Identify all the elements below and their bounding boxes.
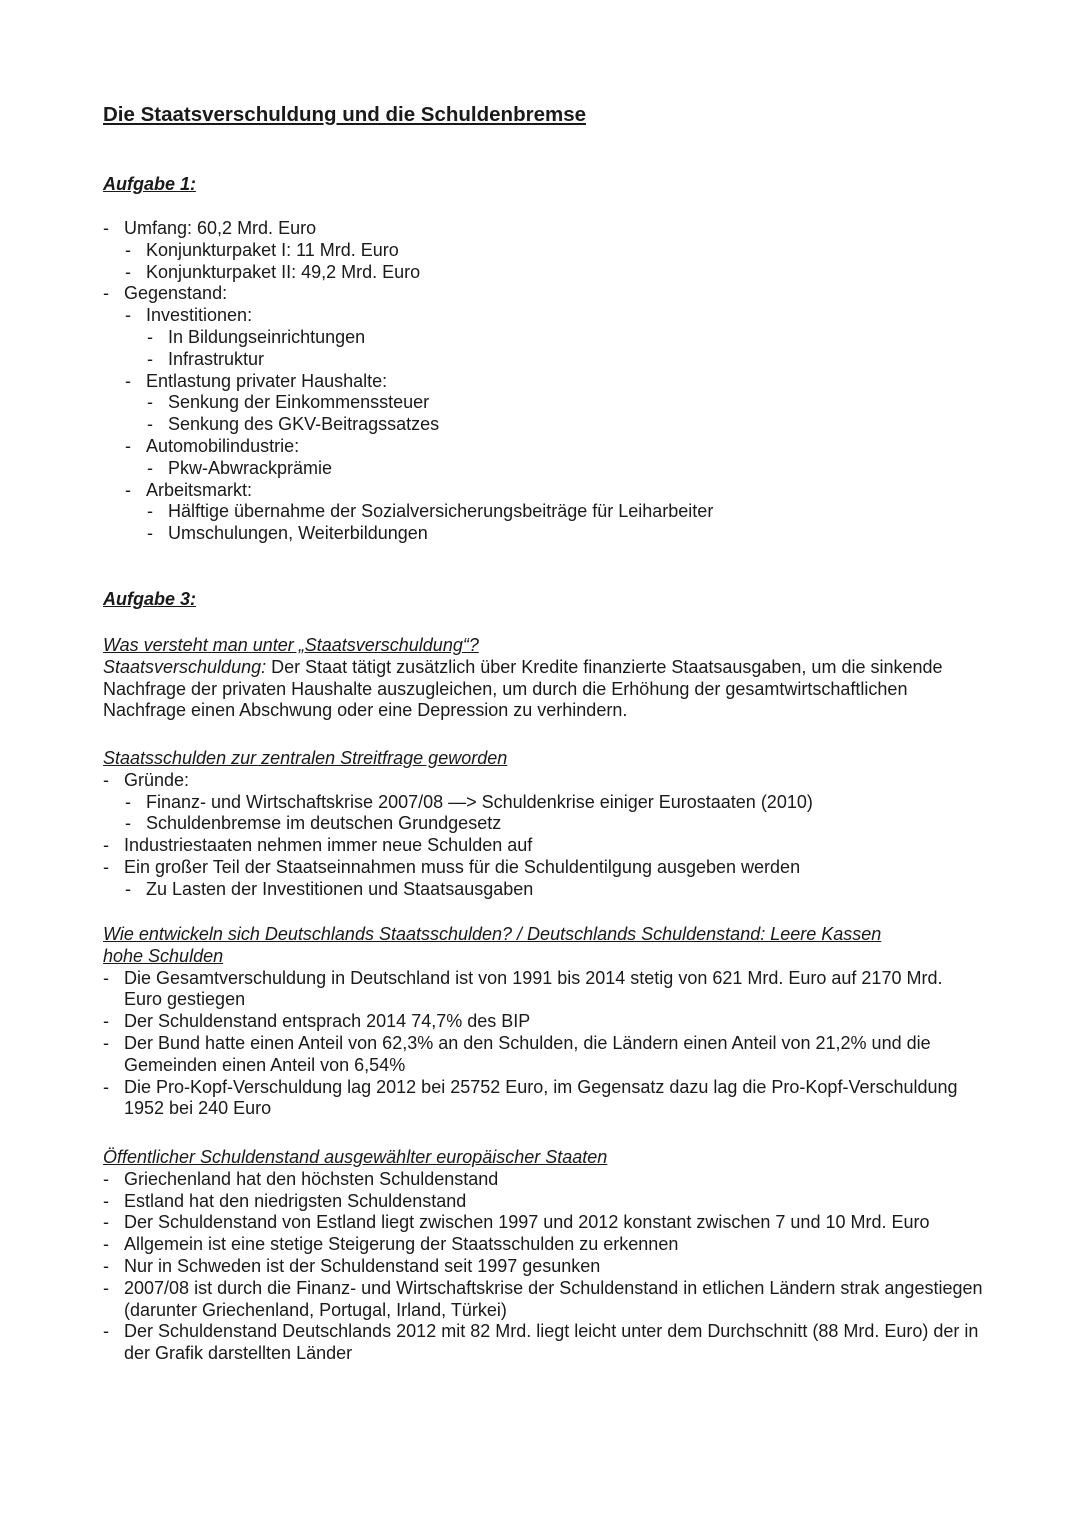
list-item-text: Senkung des GKV-Beitragssatzes	[168, 414, 440, 435]
bullet-dash: -	[103, 835, 109, 856]
bullet-dash: -	[147, 414, 153, 435]
list-item-text: In Bildungseinrichtungen	[168, 326, 366, 347]
bullet-dash: -	[125, 239, 131, 260]
subheading-deutschland-1: Wie entwickeln sich Deutschlands Staatsschulden? / Deutschlands Schuldenstand: Leere Kassen	[103, 924, 882, 944]
list-item	[103, 1234, 983, 1256]
bullet-dash: -	[125, 791, 131, 812]
list-item	[103, 835, 983, 857]
list-item-text: Pkw-Abwrackprämie	[168, 457, 333, 478]
list-item	[103, 501, 983, 523]
list-item-text: Konjunkturpaket II: 49,2 Mrd. Euro	[146, 261, 421, 282]
list-item-text: Griechenland hat den höchsten Schuldenstand	[124, 1168, 499, 1189]
aufgabe-1-heading: Aufgabe 1:	[103, 174, 197, 194]
subheading-europa: Öffentlicher Schuldenstand ausgewählter europäischer Staaten	[103, 1147, 608, 1167]
list-item-text: Umfang: 60,2 Mrd. Euro	[124, 218, 317, 238]
list-item	[103, 792, 983, 814]
list-item	[103, 1191, 983, 1213]
list-item-text: Der Schuldenstand entsprach 2014 74,7% des BIP	[124, 1011, 531, 1032]
bullet-dash: -	[103, 1277, 109, 1298]
bullet-dash: -	[103, 1255, 109, 1276]
list-item	[103, 1033, 983, 1077]
list-item-text: Schuldenbremse im deutschen Grundgesetz	[146, 813, 502, 834]
bullet-dash: -	[147, 326, 153, 347]
bullet-dash: -	[125, 305, 131, 326]
list-item-text: Hälftige übernahme der Sozialversicherungsbeiträge für Leiharbeiter	[168, 501, 714, 522]
list-item-text: Automobilindustrie:	[146, 435, 300, 456]
list-item-text: Der Schuldenstand von Estland liegt zwischen 1997 und 2012 konstant zwischen 7 und 10 Mrd. Euro	[124, 1212, 930, 1233]
list-item	[103, 283, 983, 305]
definition-text: Der Staat tätigt zusätzlich über Kredite finanzierte Staatsausgaben, um die sinkende Nachfrage der privaten Haushalte auszugleichen, um durch die Erhöhung der gesamtwirtschaftlichen Nachfrage einen Abschwung oder eine Depression zu verhindern.	[103, 656, 943, 721]
list-item-text: Senkung der Einkommenssteuer	[168, 392, 430, 413]
bullet-dash: -	[103, 1011, 109, 1032]
list-item-text: Umschulungen, Weiterbildungen	[168, 523, 428, 544]
list-item-text: Gründe:	[124, 769, 190, 790]
document-title: Die Staatsverschuldung und die Schuldenbremse	[103, 103, 587, 126]
list-item	[103, 327, 983, 349]
list-item	[103, 1278, 983, 1322]
list-item	[103, 480, 983, 502]
bullet-dash: -	[103, 856, 109, 877]
bullet-dash: -	[103, 1032, 109, 1053]
list-item-text: Der Schuldenstand Deutschlands 2012 mit 82 Mrd. liegt leicht unter dem Durchschnitt (88 Mrd. Euro) der in der Grafik darstellten Länder	[124, 1321, 979, 1364]
list-item-text: Die Pro-Kopf-Verschuldung lag 2012 bei 25752 Euro, im Gegensatz dazu lag die Pro-Kopf-Verschuldung 1952 bei 240 Euro	[124, 1076, 958, 1119]
list-item	[103, 458, 983, 480]
list-item-text: 2007/08 ist durch die Finanz- und Wirtschaftskrise der Schuldenstand in etlichen Ländern strak angestiegen (darunter Griechenland, Portugal, Irland, Türkei)	[124, 1277, 983, 1320]
bullet-dash: -	[125, 479, 131, 500]
bullet-dash: -	[147, 457, 153, 478]
subheading-streitfrage: Staatsschulden zur zentralen Streitfrage geworden	[103, 748, 508, 768]
bullet-dash: -	[147, 501, 153, 522]
list-item-text: Industriestaaten nehmen immer neue Schulden auf	[124, 835, 533, 856]
list-item-text: Zu Lasten der Investitionen und Staatsausgaben	[146, 878, 534, 899]
list-item	[103, 770, 983, 792]
list-item	[103, 879, 983, 901]
list-item-text: Gegenstand:	[124, 283, 228, 304]
section-streitfrage	[103, 748, 983, 901]
section-europa	[103, 1147, 983, 1365]
list-item-text: Investitionen:	[146, 305, 253, 326]
list-item	[103, 349, 983, 371]
list-item	[103, 813, 983, 835]
section-deutschland	[103, 924, 983, 1120]
list-item	[103, 392, 983, 414]
list-item	[103, 414, 983, 436]
bullet-dash: -	[125, 813, 131, 834]
list-item-text: Allgemein ist eine stetige Steigerung der Staatsschulden zu erkennen	[124, 1234, 679, 1255]
list-item	[103, 1321, 983, 1365]
list-item	[103, 857, 983, 879]
bullet-dash: -	[103, 283, 109, 304]
list-item-text: Die Gesamtverschuldung in Deutschland ist von 1991 bis 2014 stetig von 621 Mrd. Euro auf 2170 Mrd. Euro gestiegen	[124, 967, 943, 1010]
bullet-dash: -	[103, 1212, 109, 1233]
list-item	[103, 305, 983, 327]
bullet-dash: -	[103, 1321, 109, 1342]
bullet-dash: -	[103, 1168, 109, 1189]
list-item	[103, 968, 983, 1012]
list-item	[103, 1212, 983, 1234]
list-item-text: Entlastung privater Haushalte:	[146, 370, 388, 391]
list-item	[103, 1077, 983, 1121]
list-item-text: Finanz- und Wirtschaftskrise 2007/08 —> Schuldenkrise einiger Eurostaaten (2010)	[146, 791, 813, 812]
aufgabe-1-list	[103, 218, 983, 545]
list-item	[103, 240, 983, 262]
list-item-text: Arbeitsmarkt:	[146, 479, 253, 500]
list-item-text: Infrastruktur	[168, 348, 265, 369]
list-item	[103, 218, 983, 240]
bullet-dash: -	[147, 392, 153, 413]
bullet-dash: -	[147, 348, 153, 369]
list-item	[103, 1256, 983, 1278]
bullet-dash: -	[147, 523, 153, 544]
list-item-text: Konjunkturpaket I: 11 Mrd. Euro	[146, 239, 399, 260]
list-item	[103, 436, 983, 458]
list-item-text: Nur in Schweden ist der Schuldenstand seit 1997 gesunken	[124, 1255, 601, 1276]
bullet-dash: -	[103, 967, 109, 988]
bullet-dash: -	[103, 1190, 109, 1211]
bullet-dash: -	[103, 1234, 109, 1255]
bullet-dash: -	[125, 878, 131, 899]
section-staatsverschuldung	[103, 635, 983, 722]
list-item	[103, 1169, 983, 1191]
list-item	[103, 371, 983, 393]
subheading-staatsverschuldung: Was versteht man unter „Staatsverschuldung“?	[103, 635, 479, 655]
definition-paragraph	[103, 657, 983, 722]
bullet-dash: -	[125, 435, 131, 456]
definition-term: Staatsverschuldung:	[103, 656, 267, 677]
aufgabe-3-heading: Aufgabe 3:	[103, 589, 197, 609]
bullet-dash: -	[103, 1076, 109, 1097]
list-item	[103, 523, 983, 545]
list-item-text: Der Bund hatte einen Anteil von 62,3% an den Schulden, die Ländern einen Anteil von 21,2% und die Gemeinden einen Anteil von 6,54%	[124, 1032, 931, 1075]
list-item	[103, 1011, 983, 1033]
subheading-deutschland-2: hohe Schulden	[103, 945, 224, 966]
bullet-dash: -	[103, 769, 109, 790]
bullet-dash: -	[103, 218, 109, 238]
list-item-text: Ein großer Teil der Staatseinnahmen muss für die Schuldentilgung ausgeben werden	[124, 856, 801, 877]
list-item-text: Estland hat den niedrigsten Schuldenstand	[124, 1190, 467, 1211]
bullet-dash: -	[125, 370, 131, 391]
bullet-dash: -	[125, 261, 131, 282]
list-item	[103, 262, 983, 284]
